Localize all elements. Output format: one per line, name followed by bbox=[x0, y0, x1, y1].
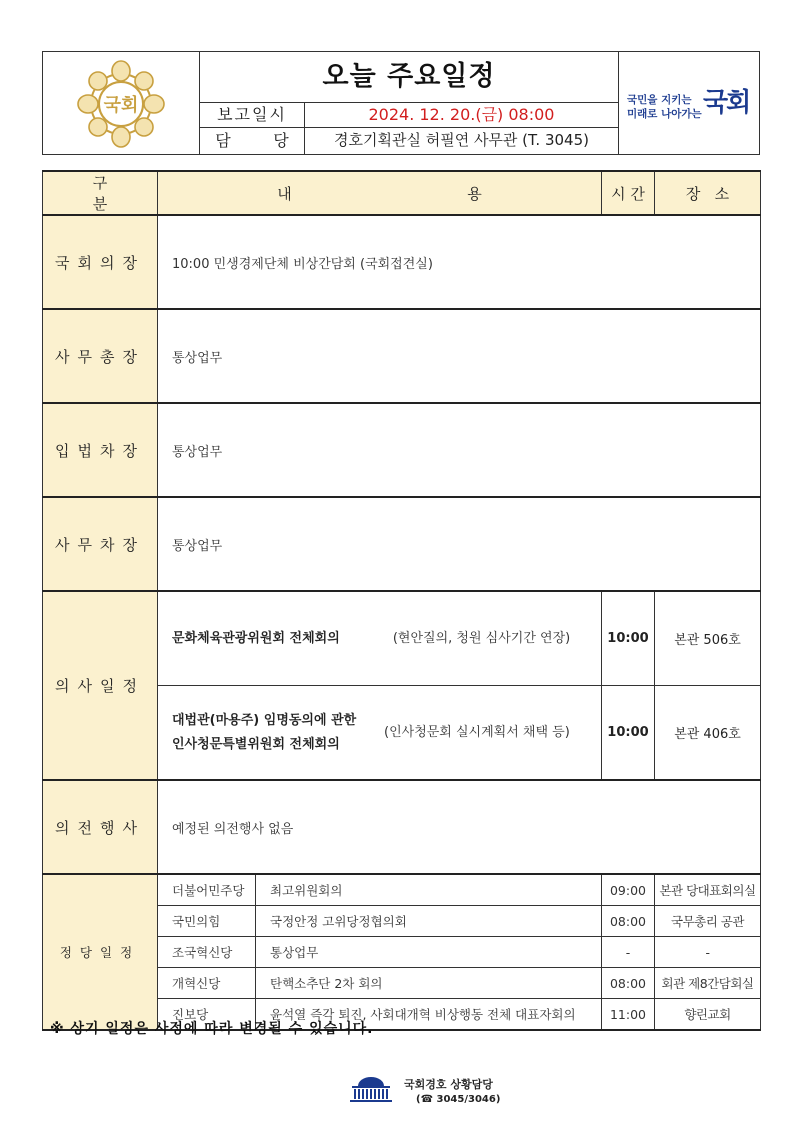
table-row bbox=[43, 497, 761, 591]
agenda-item-title-line2: 인사청문특별위원회 전체회의 bbox=[172, 736, 340, 752]
brand-wordmark: 국회 bbox=[703, 88, 750, 118]
row-content-secretary-general: 통상업무 bbox=[158, 309, 761, 403]
agenda-item-place: 본관 506호 bbox=[655, 591, 761, 686]
table-row bbox=[43, 403, 761, 497]
agenda-item-title: 문화체육관광위원회 전체회의 bbox=[172, 630, 340, 646]
svg-text:국회: 국회 bbox=[103, 95, 139, 116]
schedule-table bbox=[42, 170, 761, 1031]
party-event: 탄핵소추단 2차 회의 bbox=[256, 968, 602, 999]
agenda-item-note: (현안질의, 청원 심사기간 연장) bbox=[392, 630, 571, 646]
report-time-value: 2024. 12. 20.(금) 08:00 bbox=[368, 105, 555, 124]
agenda-item-time: 10:00 bbox=[602, 591, 655, 686]
party-time: 11:00 bbox=[602, 999, 655, 1031]
logo-cell bbox=[43, 52, 200, 154]
party-name: 국민의힘 bbox=[158, 906, 256, 937]
column-header-content: 내 용 bbox=[158, 171, 602, 215]
party-place: 국무총리 공관 bbox=[655, 906, 761, 937]
party-time: 08:00 bbox=[602, 968, 655, 999]
party-name: 조국혁신당 bbox=[158, 937, 256, 968]
party-event: 통상업무 bbox=[256, 937, 602, 968]
party-place: 향린교회 bbox=[655, 999, 761, 1031]
party-place: 본관 당대표회의실 bbox=[655, 874, 761, 906]
page-title: 오늘 주요일정 bbox=[200, 52, 618, 103]
column-header-time: 시 간 bbox=[602, 171, 655, 215]
row-label-ceremony: 의전행사 bbox=[43, 780, 158, 874]
table-row bbox=[43, 591, 761, 686]
person-in-charge-row bbox=[200, 128, 618, 154]
party-time: 09:00 bbox=[602, 874, 655, 906]
party-name: 개혁신당 bbox=[158, 968, 256, 999]
row-content-speaker: 10:00 민생경제단체 비상간담회 (국회접견실) bbox=[158, 215, 761, 309]
footnote: ※ 상기 일정은 사정에 따라 변경될 수 있습니다. bbox=[50, 1021, 374, 1037]
person-in-charge-value: 경호기획관실 허필연 사무관 (T. 3045) bbox=[334, 131, 589, 149]
table-header-row bbox=[43, 171, 761, 215]
party-time: - bbox=[602, 937, 655, 968]
party-name: 진보당 bbox=[158, 999, 256, 1031]
row-label-speaker: 국회의장 bbox=[43, 215, 158, 309]
assembly-building-icon bbox=[346, 1074, 396, 1104]
row-label-agenda: 의사일정 bbox=[43, 591, 158, 780]
report-header bbox=[42, 51, 760, 155]
party-place: - bbox=[655, 937, 761, 968]
brand-slogan-line1: 국민을 지키는 bbox=[627, 94, 692, 106]
party-name: 더불어민주당 bbox=[158, 874, 256, 906]
agenda-item-title-line1: 대법관(마용주) 임명동의에 관한 bbox=[172, 712, 357, 728]
brand-slogan-line2: 미래로 나아가는 bbox=[627, 108, 702, 120]
agenda-item-time: 10:00 bbox=[602, 686, 655, 781]
table-row bbox=[43, 309, 761, 403]
table-row bbox=[43, 215, 761, 309]
row-label-legislative-deputy: 입법차장 bbox=[43, 403, 158, 497]
agenda-item-note: (인사청문회 실시계획서 채택 등) bbox=[384, 724, 570, 740]
row-content-admin-deputy: 통상업무 bbox=[158, 497, 761, 591]
report-time-row bbox=[200, 102, 618, 128]
table-row bbox=[43, 780, 761, 874]
party-event: 윤석열 즉각 퇴진, 사회대개혁 비상행동 전체 대표자회의 bbox=[256, 999, 602, 1031]
row-label-secretary-general: 사무총장 bbox=[43, 309, 158, 403]
footer-org: 국회경호 상황담당 bbox=[404, 1078, 493, 1091]
party-time: 08:00 bbox=[602, 906, 655, 937]
national-assembly-seal-icon bbox=[73, 59, 169, 149]
table-row bbox=[43, 874, 761, 906]
party-place: 회관 제8간담회실 bbox=[655, 968, 761, 999]
row-content-ceremony: 예정된 의전행사 없음 bbox=[158, 780, 761, 874]
row-label-party: 정당일정 bbox=[43, 874, 158, 1030]
column-header-place: 장 소 bbox=[655, 171, 761, 215]
agenda-item bbox=[158, 591, 602, 686]
person-in-charge-label: 담 당 bbox=[200, 128, 305, 154]
column-header-category: 구분 bbox=[43, 171, 158, 215]
party-event: 최고위원회의 bbox=[256, 874, 602, 906]
party-event: 국정안정 고위당정협의회 bbox=[256, 906, 602, 937]
footer bbox=[346, 1070, 516, 1110]
agenda-item-place: 본관 406호 bbox=[655, 686, 761, 781]
agenda-item bbox=[158, 686, 602, 781]
report-time-label: 보고일시 bbox=[200, 102, 305, 127]
row-label-admin-deputy: 사무차장 bbox=[43, 497, 158, 591]
row-content-legislative-deputy: 통상업무 bbox=[158, 403, 761, 497]
brand-logo bbox=[618, 52, 760, 154]
footer-phone: (☎ 3045/3046) bbox=[416, 1094, 501, 1105]
